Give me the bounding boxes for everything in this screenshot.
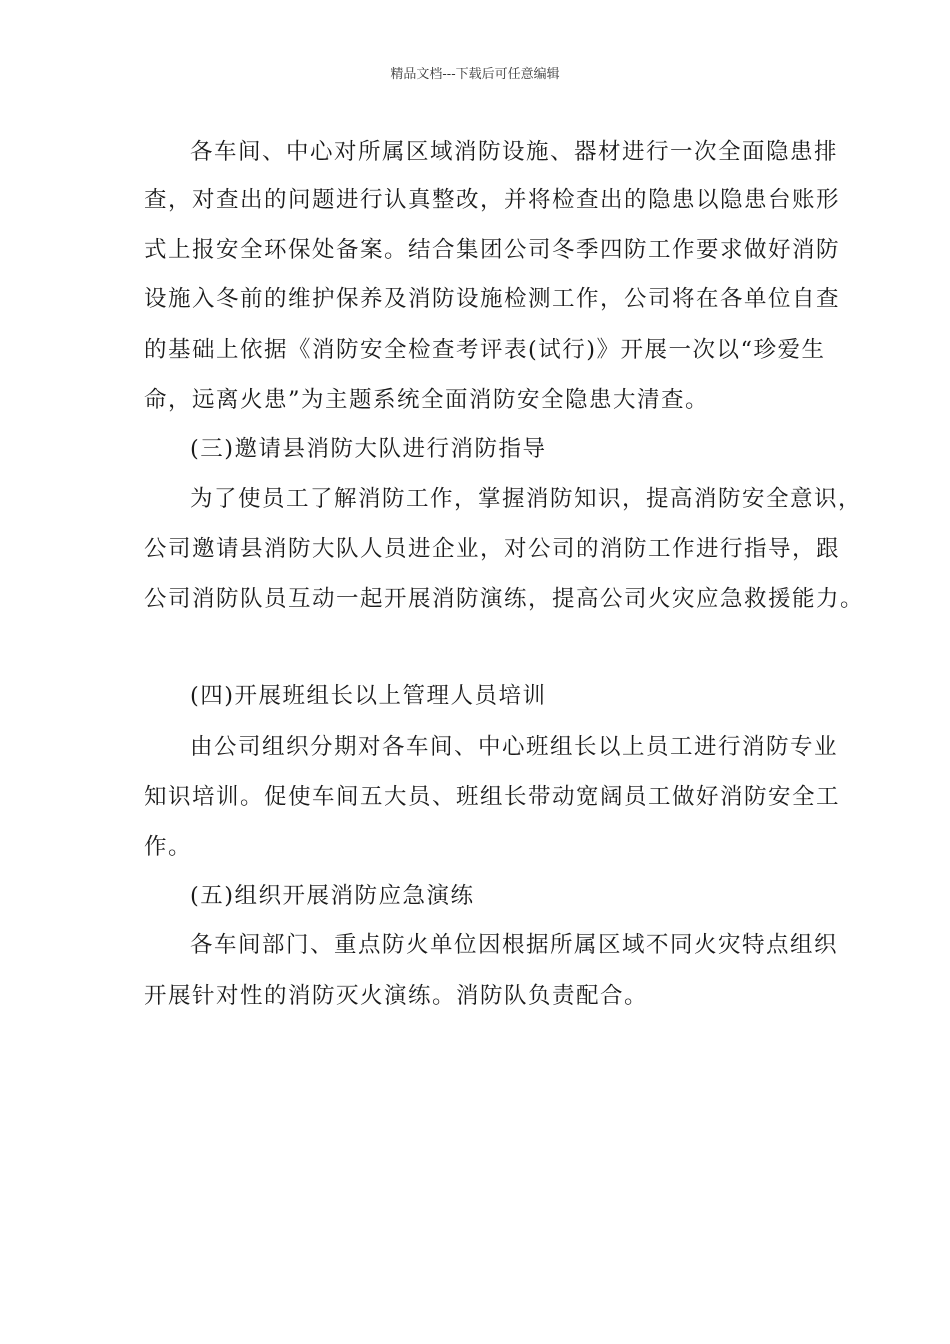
section-heading: (三)邀请县消防大队进行消防指导 xyxy=(190,436,547,462)
body-line: 命，远离火患”为主题系统全面消防安全隐患大清查。 xyxy=(144,387,710,413)
section-heading: (四)开展班组长以上管理人员培训 xyxy=(190,683,547,709)
body-line: 公司邀请县消防大队人员进企业，对公司的消防工作进行指导，跟 xyxy=(144,536,841,562)
body-line: 各车间部门、重点防火单位因根据所属区域不同火灾特点组织 xyxy=(190,932,839,958)
body-line: 公司消防队员互动一起开展消防演练，提高公司火灾应急救援能力。 xyxy=(144,586,865,612)
body-line: 作。 xyxy=(144,834,193,860)
body-line: 开展针对性的消防灭火演练。消防队负责配合。 xyxy=(144,983,649,1009)
page-header: 精品文档---下载后可任意编辑 xyxy=(390,67,560,82)
section-heading: (五)组织开展消防应急演练 xyxy=(190,883,475,909)
body-line: 设施入冬前的维护保养及消防设施检测工作，公司将在各单位自查 xyxy=(144,286,841,312)
body-line: 由公司组织分期对各车间、中心班组长以上员工进行消防专业 xyxy=(190,734,839,760)
body-line: 各车间、中心对所属区域消防设施、器材进行一次全面隐患排 xyxy=(190,139,839,165)
body-line: 知识培训。促使车间五大员、班组长带动宽阔员工做好消防安全工 xyxy=(144,784,841,810)
body-line: 查，对查出的问题进行认真整改，并将检查出的隐患以隐患台账形 xyxy=(144,187,841,213)
body-line: 的基础上依据《消防安全检查考评表(试行)》开展一次以“珍爱生 xyxy=(144,337,826,363)
body-line: 式上报安全环保处备案。结合集团公司冬季四防工作要求做好消防 xyxy=(144,237,841,263)
body-line: 为了使员工了解消防工作，掌握消防知识，提高消防安全意识， xyxy=(190,486,863,512)
